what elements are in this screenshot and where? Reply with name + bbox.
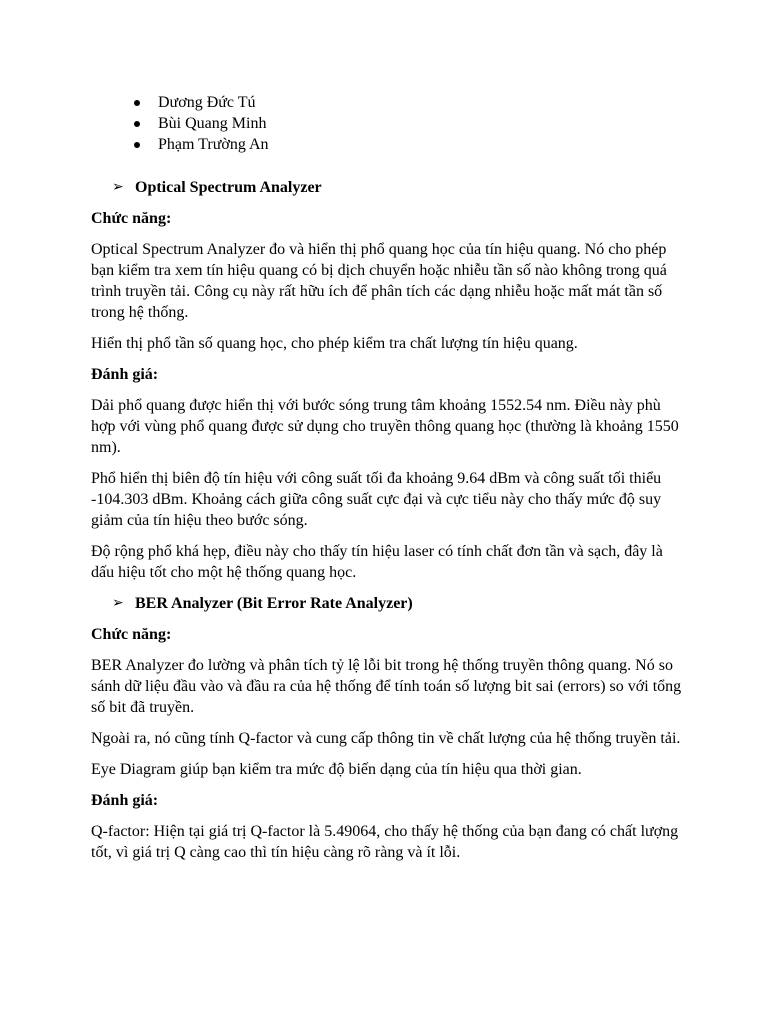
section-title: BER Analyzer (Bit Error Rate Analyzer) [135,595,413,612]
paragraph: Eye Diagram giúp bạn kiểm tra mức độ biến dạng của tín hiệu qua thời gian. [91,761,582,778]
arrow-bullet-icon: ➢ [112,179,124,195]
paragraph: Độ rộng phổ khá hẹp, điều này cho thấy tín hiệu laser có tính chất đơn tần và sạch, đây là dấu hiệu tốt cho một hệ thống quang học. [91,543,663,581]
paragraph: Phổ hiển thị biên độ tín hiệu với công suất tối đa khoảng 9.64 dBm và công suất tối thiểu -104.303 dBm. Khoảng cách giữa công suất cực đại và cực tiểu này cho thấy mức độ suy giảm của tín hiệu theo bước sóng. [91,470,662,529]
section-heading-ber [91,593,684,614]
member-item: Phạm Trường An [133,134,684,155]
paragraph: Ngoài ra, nó cũng tính Q-factor và cung cấp thông tin về chất lượng của hệ thống truyền tải. [91,730,681,747]
paragraph: Hiển thị phổ tần số quang học, cho phép kiểm tra chất lượng tín hiệu quang. [91,335,578,352]
member-list [91,92,684,155]
member-item: Bùi Quang Minh [133,113,684,134]
function-label: Chức năng: [91,626,172,643]
paragraph: Dải phổ quang được hiển thị với bước sóng trung tâm khoảng 1552.54 nm. Điều này phù hợp với vùng phổ quang được sử dụng cho truyền thông quang học (thường là khoảng 1550 nm). [91,397,679,456]
arrow-bullet-icon: ➢ [112,595,124,611]
member-item: Dương Đức Tú [133,92,684,113]
paragraph: Optical Spectrum Analyzer đo và hiển thị phổ quang học của tín hiệu quang. Nó cho phép bạn kiểm tra xem tín hiệu quang có bị dịch chuyển hoặc nhiễu tần số nào không trong quá trình truyền tải. Công cụ này rất hữu ích để phân tích các dạng nhiễu hoặc mất mát tần số trong hệ thống. [91,241,667,321]
paragraph: Q-factor: Hiện tại giá trị Q-factor là 5.49064, cho thấy hệ thống của bạn đang có chất lượng tốt, vì giá trị Q càng cao thì tín hiệu càng rõ ràng và ít lỗi. [91,823,679,861]
evaluation-label: Đánh giá: [91,792,159,809]
evaluation-label: Đánh giá: [91,366,159,383]
paragraph: BER Analyzer đo lường và phân tích tỷ lệ lỗi bit trong hệ thống truyền thông quang. Nó so sánh dữ liệu đầu vào và đầu ra của hệ thống để tính toán số lượng bit sai (errors) so với tổng số bit đã truyền. [91,657,682,716]
section-title: Optical Spectrum Analyzer [135,179,322,196]
section-heading-osa [91,177,684,198]
function-label: Chức năng: [91,210,172,227]
